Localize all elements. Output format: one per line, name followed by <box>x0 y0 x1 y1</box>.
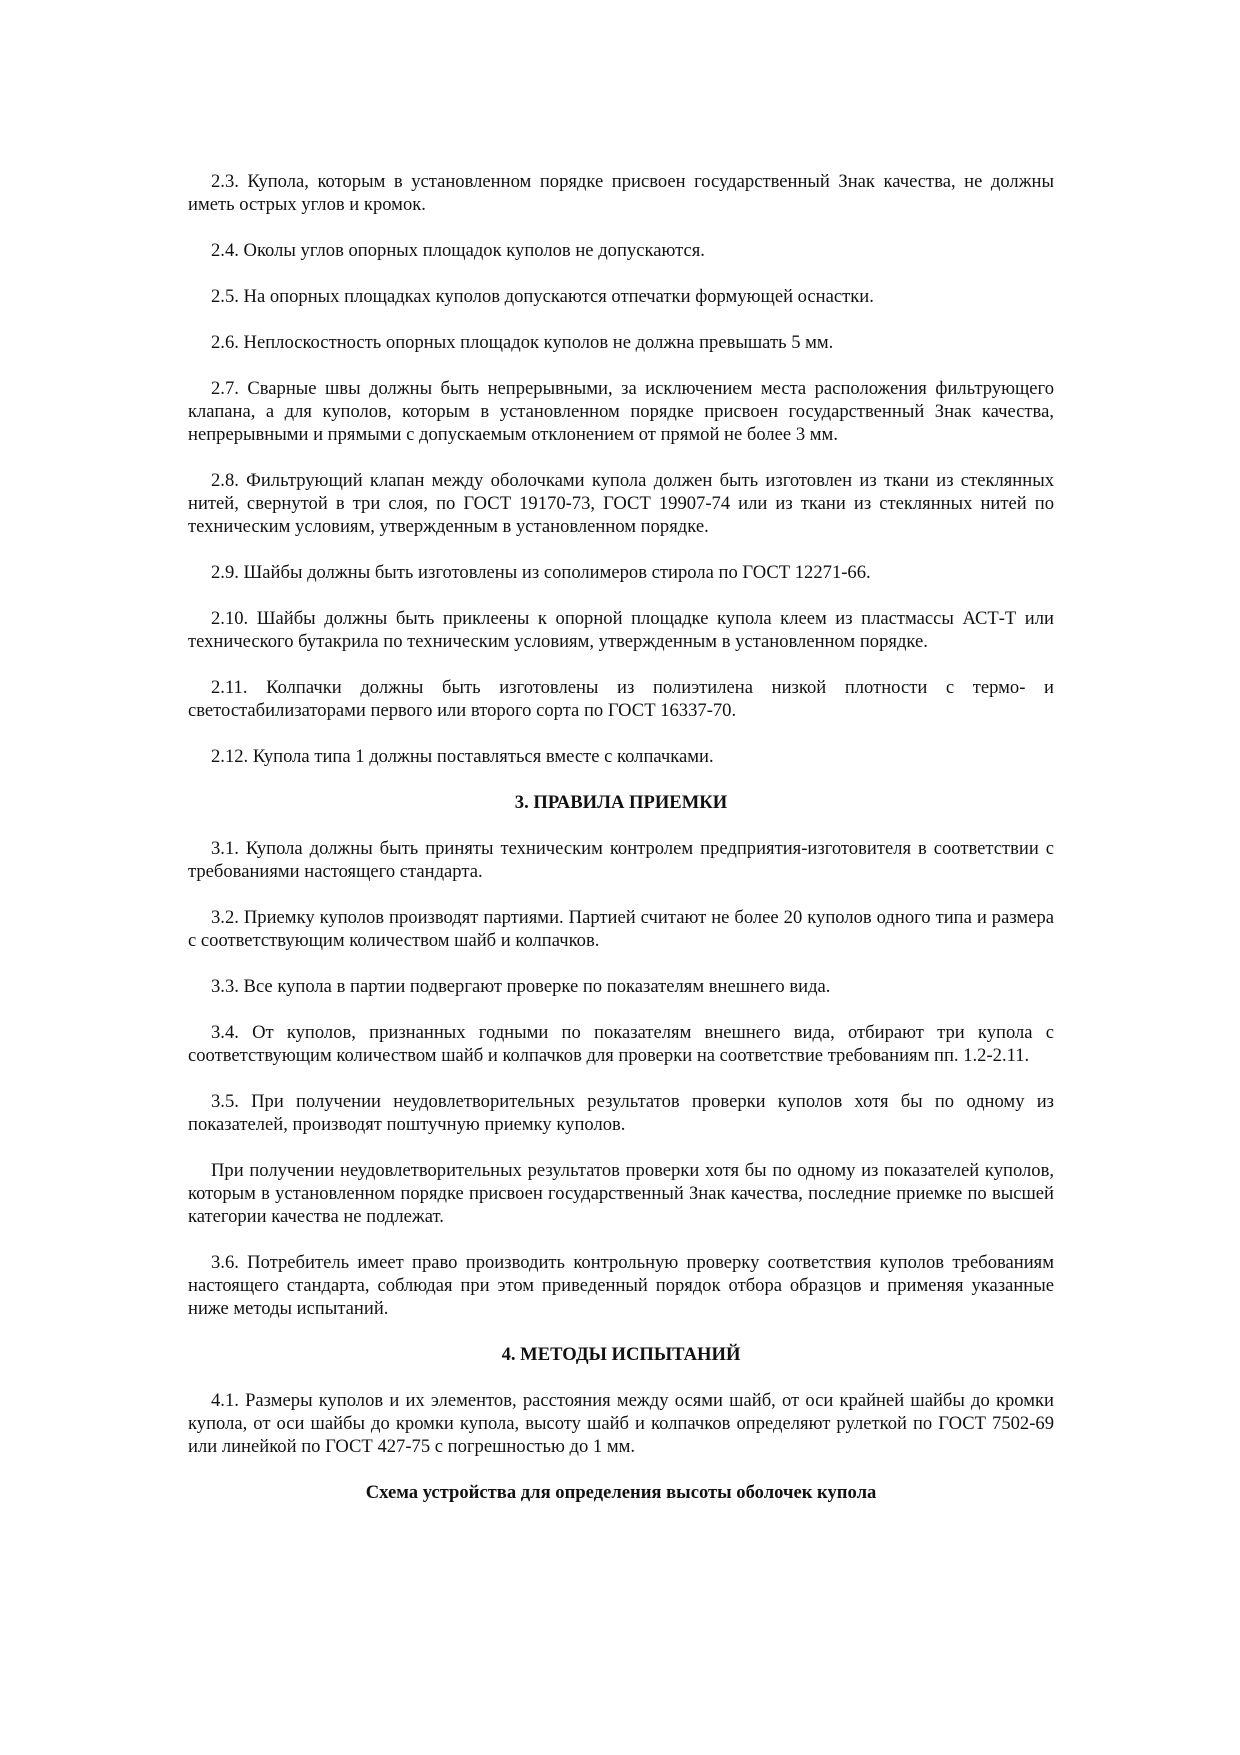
paragraph-2-6: 2.6. Неплоскостность опорных площадок куполов не должна превышать 5 мм. <box>211 332 834 353</box>
paragraph-2-5: 2.5. На опорных площадках куполов допускаются отпечатки формующей оснастки. <box>211 286 874 307</box>
paragraph-3-5-continued: При получении неудовлетворительных результатов проверки хотя бы по одному из показателей куполов, которым в установленном порядке присвоен государственный Знак качества, последние приемке по высшей категории качества не подлежат. <box>188 1160 1054 1227</box>
paragraph-2-11: 2.11. Колпачки должны быть изготовлены из полиэтилена низкой плотности с термо- и светостабилизаторами первого или второго сорта по ГОСТ 16337-70. <box>188 677 1054 721</box>
paragraph-2-7: 2.7. Сварные швы должны быть непрерывными, за исключением места расположения фильтрующего клапана, а для куполов, которым в установленном порядке присвоен государственный Знак качества, непрерывными и прямыми с допускаемым отклонением от прямой не более 3 мм. <box>188 378 1054 445</box>
figure-caption: Схема устройства для определения высоты оболочек купола <box>365 1482 877 1503</box>
paragraph-2-12: 2.12. Купола типа 1 должны поставляться вместе с колпачками. <box>211 746 714 767</box>
paragraph-3-3: 3.3. Все купола в партии подвергают проверке по показателям внешнего вида. <box>211 976 831 997</box>
document-page <box>188 170 1054 1504</box>
paragraph-3-4: 3.4. От куполов, признанных годными по показателям внешнего вида, отбирают три купола с соответствующим количеством шайб и колпачков для проверки на соответствие требованиям пп. 1.2-2.11. <box>188 1022 1054 1066</box>
paragraph-3-1: 3.1. Купола должны быть приняты техническим контролем предприятия-изготовителя в соответствии с требованиями настоящего стандарта. <box>188 838 1054 882</box>
paragraph-2-10: 2.10. Шайбы должны быть приклеены к опорной площадке купола клеем из пластмассы АСТ-Т или технического бутакрила по техническим условиям, утвержденным в установленном порядке. <box>188 608 1054 652</box>
paragraph-3-6: 3.6. Потребитель имеет право производить контрольную проверку соответствия куполов требованиям настоящего стандарта, соблюдая при этом приведенный порядок отбора образцов и применяя указанные ниже методы испытаний. <box>188 1252 1054 1319</box>
paragraph-4-1: 4.1. Размеры куполов и их элементов, расстояния между осями шайб, от оси крайней шайбы до кромки купола, от оси шайбы до кромки купола, высоту шайб и колпачков определяют рулеткой по ГОСТ 7502-69 или линейкой по ГОСТ 427-75 с погрешностью до 1 мм. <box>188 1390 1054 1457</box>
paragraph-3-2: 3.2. Приемку куполов производят партиями. Партией считают не более 20 куполов одного типа и размера с соответствующим количеством шайб и колпачков. <box>188 907 1054 951</box>
paragraph-2-8: 2.8. Фильтрующий клапан между оболочками купола должен быть изготовлен из ткани из стеклянных нитей, свернутой в три слоя, по ГОСТ 19170-73, ГОСТ 19907-74 или из ткани из стеклянных нитей по техническим условиям, утвержденным в установленном порядке. <box>188 470 1054 537</box>
section-3-heading: 3. ПРАВИЛА ПРИЕМКИ <box>514 792 728 813</box>
paragraph-3-5: 3.5. При получении неудовлетворительных результатов проверки куполов хотя бы по одному из показателей, производят поштучную приемку куполов. <box>188 1091 1054 1135</box>
section-4-heading: 4. МЕТОДЫ ИСПЫТАНИЙ <box>501 1344 741 1365</box>
paragraph-2-9: 2.9. Шайбы должны быть изготовлены из сополимеров стирола по ГОСТ 12271-66. <box>211 562 871 583</box>
paragraph-2-3: 2.3. Купола, которым в установленном порядке присвоен государственный Знак качества, не должны иметь острых углов и кромок. <box>188 171 1054 215</box>
paragraph-2-4: 2.4. Околы углов опорных площадок куполов не допускаются. <box>211 240 705 261</box>
